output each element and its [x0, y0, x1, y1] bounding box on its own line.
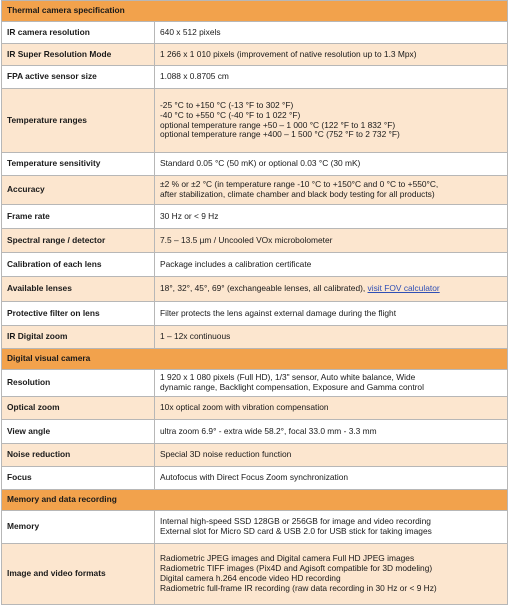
spec-value-line: 640 x 512 pixels	[160, 26, 221, 37]
spec-label: View angle	[2, 420, 155, 444]
section-header	[2, 349, 508, 370]
spec-value	[155, 89, 508, 153]
spec-row	[2, 397, 508, 420]
spec-label: Memory	[2, 511, 155, 544]
spec-row	[2, 326, 508, 349]
spec-value-line: Package includes a calibration certificate	[160, 258, 312, 269]
spec-row	[2, 420, 508, 444]
spec-value-line: -40 °C to +550 °C (-40 °F to 1 022 °F)	[160, 109, 301, 120]
spec-row	[2, 253, 508, 277]
spec-value-line: 7.5 – 13.5 µm / Uncooled VOx microbolometer	[160, 234, 333, 245]
spec-value-line: optional temperature range +50 – 1 000 °C (122 °F to 1 832 °F)	[160, 119, 396, 130]
spec-value-line: dynamic range, Backlight compensation, Exposure and Gamma control	[160, 382, 424, 392]
spec-label: Resolution	[2, 370, 155, 397]
spec-row	[2, 302, 508, 326]
spec-value	[155, 444, 508, 467]
spec-value	[155, 544, 508, 605]
spec-value	[155, 66, 508, 89]
spec-label: Calibration of each lens	[2, 253, 155, 277]
spec-label: Temperature ranges	[2, 89, 155, 153]
spec-value-line: Radiometric full-frame IR recording (raw data recording in 30 Hz or < 9 Hz)	[160, 582, 437, 593]
spec-value	[155, 511, 508, 544]
spec-value	[155, 253, 508, 277]
spec-label: Frame rate	[2, 205, 155, 229]
spec-value-line: 1 920 x 1 080 pixels (Full HD), 1/3" sensor, Auto white balance, Wide	[160, 372, 416, 383]
spec-value	[155, 302, 508, 326]
spec-value-line: -25 °C to +150 °C (-13 °F to 302 °F)	[160, 99, 294, 110]
spec-label: IR camera resolution	[2, 22, 155, 44]
spec-row	[2, 44, 508, 66]
spec-row	[2, 511, 508, 544]
spec-value	[155, 22, 508, 44]
spec-value	[155, 467, 508, 490]
section-title: Thermal camera specification	[2, 1, 508, 22]
spec-value-line: 18°, 32°, 45°, 69° (exchangeable lenses, all calibrated),	[160, 283, 368, 294]
spec-value	[155, 326, 508, 349]
spec-value-line: Filter protects the lens against external damage during the flight	[160, 307, 397, 318]
spec-label: Temperature sensitivity	[2, 153, 155, 176]
spec-row	[2, 153, 508, 176]
spec-value-line: ultra zoom 6.9° - extra wide 58.2°, focal 33.0 mm - 3.3 mm	[160, 425, 377, 436]
spec-value	[155, 205, 508, 229]
spec-row	[2, 22, 508, 44]
spec-row	[2, 467, 508, 490]
section-header	[2, 1, 508, 22]
spec-row	[2, 176, 508, 205]
spec-value-line: Radiometric JPEG images and Digital camera Full HD JPEG images	[160, 553, 415, 564]
spec-value-line: 1.088 x 0.8705 cm	[160, 71, 229, 82]
spec-label: FPA active sensor size	[2, 66, 155, 89]
spec-label: Noise reduction	[2, 444, 155, 467]
spec-value-line: 30 Hz or < 9 Hz	[160, 210, 219, 221]
spec-value-line: 10x optical zoom with vibration compensation	[160, 402, 329, 413]
spec-value	[155, 420, 508, 444]
spec-label: Spectral range / detector	[2, 229, 155, 253]
spec-value-line: Internal high-speed SSD 128GB or 256GB for image and video recording	[160, 516, 431, 527]
spec-label: IR Digital zoom	[2, 326, 155, 349]
section-title: Memory and data recording	[2, 490, 508, 511]
spec-row	[2, 544, 508, 605]
spec-value-line: optional temperature range +400 – 1 500 °C (752 °F to 2 732 °F)	[160, 129, 400, 140]
spec-row	[2, 370, 508, 397]
section-header	[2, 490, 508, 511]
spec-value-line: 1 – 12x continuous	[160, 331, 231, 342]
spec-value-line: after stabilization, climate chamber and black body testing for all products)	[160, 189, 435, 199]
spec-value	[155, 153, 508, 176]
spec-value	[155, 277, 508, 302]
specification-table	[1, 0, 508, 605]
spec-row	[2, 229, 508, 253]
section-title: Digital visual camera	[2, 349, 508, 370]
fov-calculator-link[interactable]: visit FOV calculator	[367, 283, 440, 294]
spec-label: Image and video formats	[2, 544, 155, 605]
spec-value-line: Standard 0.05 °C (50 mK) or optional 0.03 °C (30 mK)	[160, 158, 361, 169]
spec-row	[2, 444, 508, 467]
spec-value	[155, 44, 508, 66]
spec-value	[155, 370, 508, 397]
spec-label: Focus	[2, 467, 155, 490]
spec-value-line: 1 266 x 1 010 pixels (improvement of native resolution up to 1.3 Mpx)	[160, 48, 417, 59]
spec-row	[2, 66, 508, 89]
spec-label: Available lenses	[2, 277, 155, 302]
spec-value	[155, 397, 508, 420]
spec-value-line: Autofocus with Direct Focus Zoom synchronization	[160, 472, 349, 483]
spec-label: Optical zoom	[2, 397, 155, 420]
spec-value	[155, 176, 508, 205]
spec-value-line: External slot for Micro SD card & USB 2.0 for USB stick for taking images	[160, 526, 432, 536]
spec-row	[2, 277, 508, 302]
spec-row	[2, 205, 508, 229]
spec-value-line: ±2 % or ±2 °C (in temperature range -10 °C to +150°C and 0 °C to +550°C,	[160, 179, 439, 190]
spec-label: Accuracy	[2, 176, 155, 205]
spec-value	[155, 229, 508, 253]
spec-label: Protective filter on lens	[2, 302, 155, 326]
spec-value-line: Digital camera h.264 encode video HD recording	[160, 573, 341, 583]
spec-row	[2, 89, 508, 153]
spec-value-line: Special 3D noise reduction function	[160, 449, 292, 460]
spec-value-line: Radiometric TIFF images (Pix4D and Agisoft compatible for 3D modeling)	[160, 563, 433, 574]
spec-label: IR Super Resolution Mode	[2, 44, 155, 66]
